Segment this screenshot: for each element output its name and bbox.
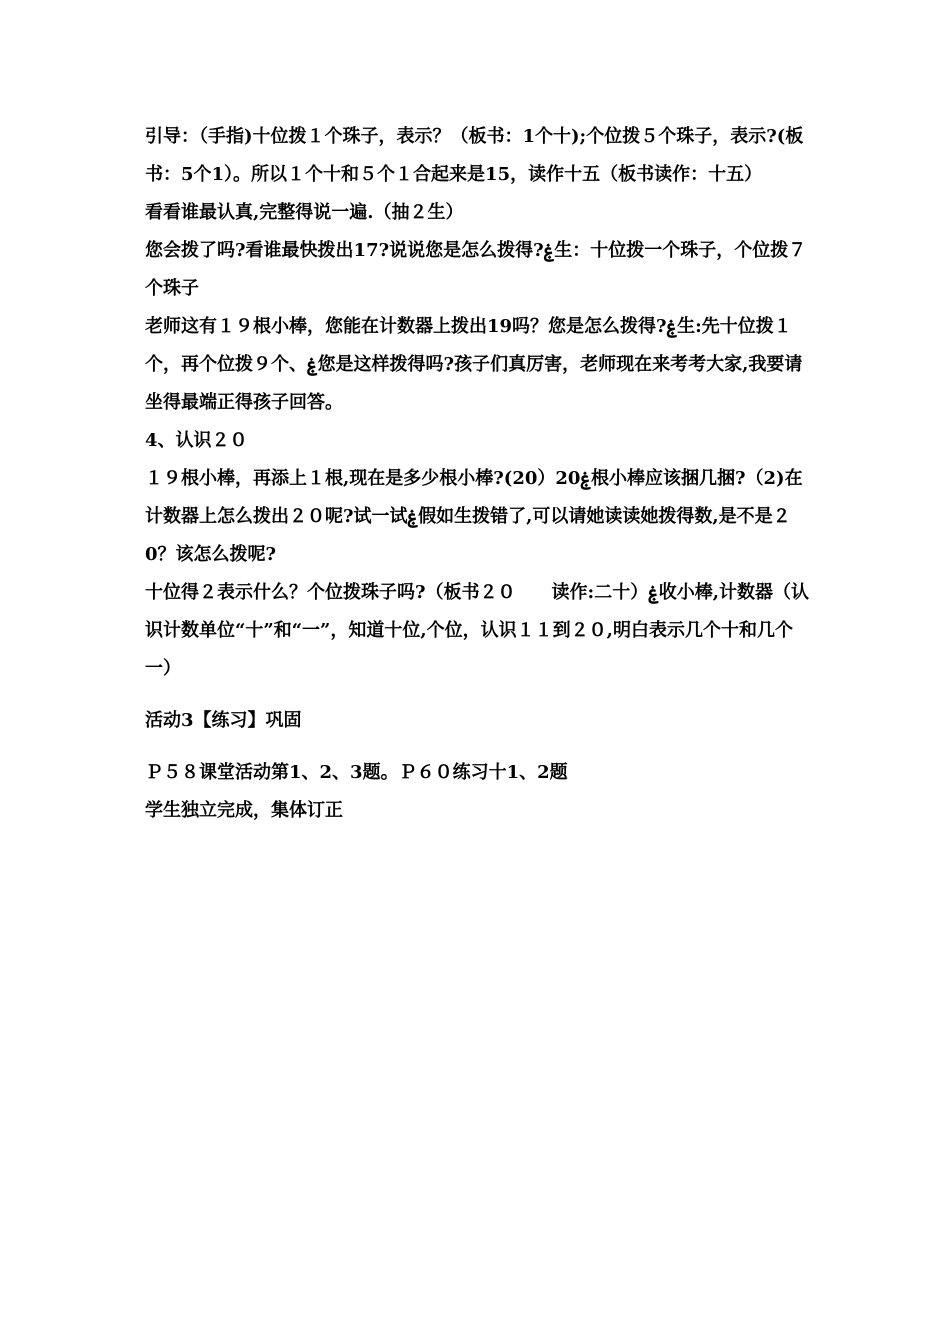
paragraph-tens-place: 十位得２表示什么？个位拨珠子吗?（板书２０ 读作:二十）ۼ收小棒,计数器（认识计数单位“十”和“一”，知道十位,个位，认识１１到２０,明白表示几个十和几个一） [145, 582, 810, 679]
paragraph-twenty: １９根小棒，再添上１根,现在是多少根小棒?(20）20ۼ根小棒应该捆几捆?（2)在计数器上怎么拨出２０呢?试一试ۼ假如生拨错了,可以请她读读她拨得数,是不是２0？该怎么拨呢? [145, 468, 803, 565]
document-body [145, 118, 810, 830]
section-heading-twenty: 4、认识２０ [145, 430, 248, 451]
activity-heading: 活动3【练习】巩固 [145, 710, 302, 731]
paragraph-seventeen: 您会拨了吗?看谁最快拨出17?说说您是怎么拨得?ۼ生：十位拨一个珠子，个位拨７个珠子 [145, 240, 807, 299]
paragraph-nineteen: 老师这有１９根小棒，您能在计数器上拨出19吗？您是怎么拨得?ۼ生:先十位拨１个，再个位拨９个、ۼ您是这样拨得吗?孩子们真厉害，老师现在来考考大家,我要请坐得最端正得孩子回答。 [145, 316, 803, 413]
paragraph-guide: 引导：（手指)十位拨１个珠子，表示？（板书：1个十);个位拨５个珠子，表示?(板书：5个1）。所以１个十和５个１合起来是15，读作十五（板书读作：十五） [145, 126, 804, 185]
paragraph-independent: 学生独立完成，集体订正 [145, 800, 343, 821]
paragraph-watch: 看看谁最认真,完整得说一遍.（抽２生） [145, 202, 464, 223]
paragraph-exercises: Ｐ５８课堂活动第1、2、3题。Ｐ６０练习十1、2题 [145, 762, 568, 783]
